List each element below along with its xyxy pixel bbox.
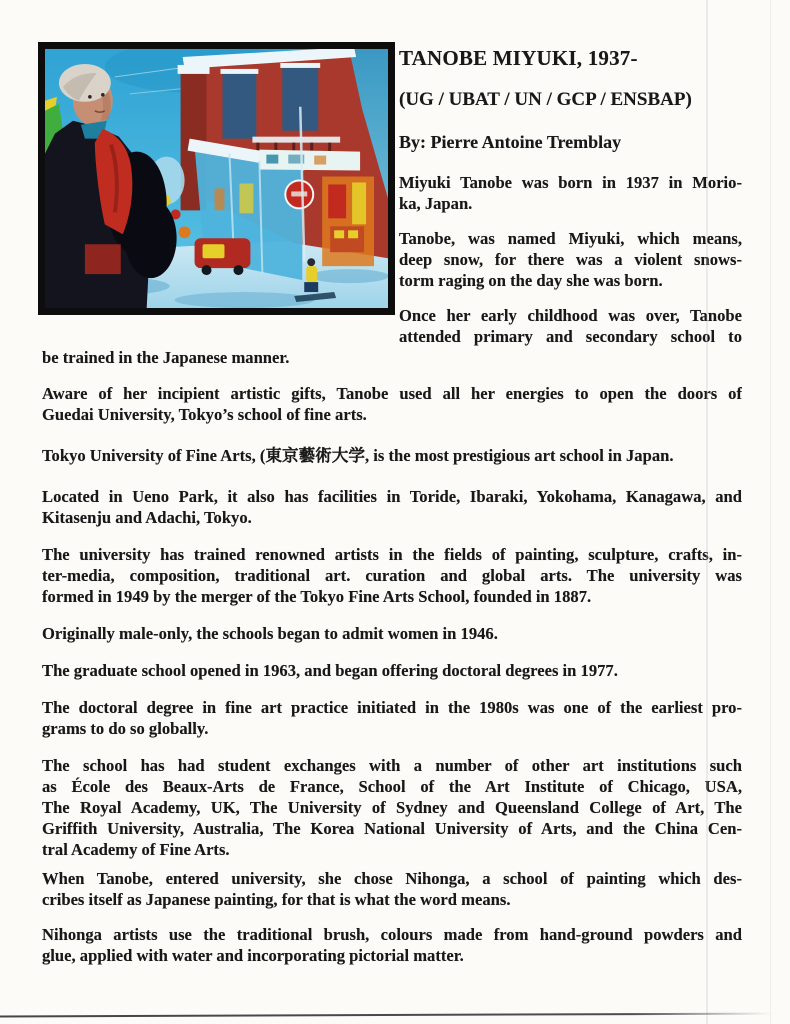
- text-line: formed in 1949 by the merger of the Tokyo Fine Arts School, founded in 1887.: [42, 587, 592, 606]
- paragraph-graduate-school: [42, 660, 742, 681]
- text-line: Miyuki Tanobe was born in 1937 in Morio-: [399, 173, 742, 192]
- text-line: as École des Beaux-Arts de France, School of the Art Institute of Chicago, USA,: [42, 777, 742, 796]
- text-line: Tokyo University of Fine Arts, (東京藝術大学, is the most prestigious art school in Japan.: [42, 446, 674, 465]
- text-line: Once her early childhood was over, Tanobe: [399, 306, 742, 325]
- text-line: When Tanobe, entered university, she chose Nihonga, a school of painting which des-: [42, 869, 742, 888]
- paragraph-ueno-park: [42, 486, 742, 528]
- text-line: grams to do so globally.: [42, 719, 209, 738]
- text-line: Tanobe, was named Miyuki, which means,: [399, 229, 742, 248]
- text-line: Kitasenju and Adachi, Tokyo.: [42, 508, 252, 527]
- text-line: cribes itself as Japanese painting, for that is what the word means.: [42, 890, 511, 909]
- paragraph-nihonga-materials: [42, 924, 742, 966]
- paragraph-tokyo-university: [42, 445, 742, 466]
- byline: By: Pierre Antoine Tremblay: [399, 132, 622, 152]
- text-line: The school has had student exchanges with a number of other art institutions such: [42, 756, 742, 775]
- text-line: The doctoral degree in fine art practice initiated in the 1980s was one of the earliest pro-: [42, 698, 742, 717]
- scan-streak: [770, 0, 771, 1024]
- text-line: Aware of her incipient artistic gifts, Tanobe used all her energies to open the doors of: [42, 384, 742, 403]
- text-line: attended primary and secondary school to: [399, 327, 742, 346]
- paragraph-women-admission: [42, 623, 742, 644]
- text-line: be trained in the Japanese manner.: [42, 348, 290, 367]
- text-line: ter-media, composition, traditional art. curation and global arts. The university was: [42, 566, 742, 585]
- text-line: Nihonga artists use the traditional brush, colours made from hand-ground powders and: [42, 925, 742, 944]
- text-line: torm raging on the day she was born.: [399, 271, 663, 290]
- text-line: Located in Ueno Park, it also has facilities in Toride, Ibaraki, Yokohama, Kanagawa, and: [42, 487, 742, 506]
- text-line: The graduate school opened in 1963, and began offering doctoral degrees in 1977.: [42, 661, 618, 680]
- text-line: The university has trained renowned artists in the fields of painting, sculpture, crafts, in-: [42, 545, 742, 564]
- credentials-line: (UG / UBAT / UN / GCP / ENSBAP): [399, 89, 692, 110]
- paragraph-guedai: [42, 383, 742, 425]
- text-line: tral Academy of Fine Arts.: [42, 840, 230, 859]
- page-title: TANOBE MIYUKI, 1937-: [399, 46, 638, 70]
- text-line: glue, applied with water and incorporating pictorial matter.: [42, 946, 464, 965]
- text-line: Guedai University, Tokyo’s school of fine arts.: [42, 405, 367, 424]
- paragraph-exchanges: [42, 755, 742, 860]
- shop-signs: [322, 177, 374, 267]
- text-line: The Royal Academy, UK, The University of Sydney and Queensland College of Art, The: [42, 798, 742, 817]
- portrait-photo: [38, 42, 395, 315]
- stop-sign: [285, 180, 313, 208]
- paragraph-nihonga-choice: [42, 868, 742, 910]
- paragraph-doctoral-degree: [42, 697, 742, 739]
- text-line: deep snow, for there was a violent snows-: [399, 250, 742, 269]
- painting-scene: [45, 49, 388, 308]
- paragraph-university-history: [42, 544, 742, 607]
- text-line: Originally male-only, the schools began to admit women in 1946.: [42, 624, 498, 643]
- red-sweater-patch: [85, 244, 121, 274]
- text-line: ka, Japan.: [399, 194, 473, 213]
- scan-artifact-line: [0, 1012, 788, 1017]
- scan-streak: [706, 0, 708, 1024]
- text-line: Griffith University, Australia, The Korea National University of Arts, and the China Cen-: [42, 819, 742, 838]
